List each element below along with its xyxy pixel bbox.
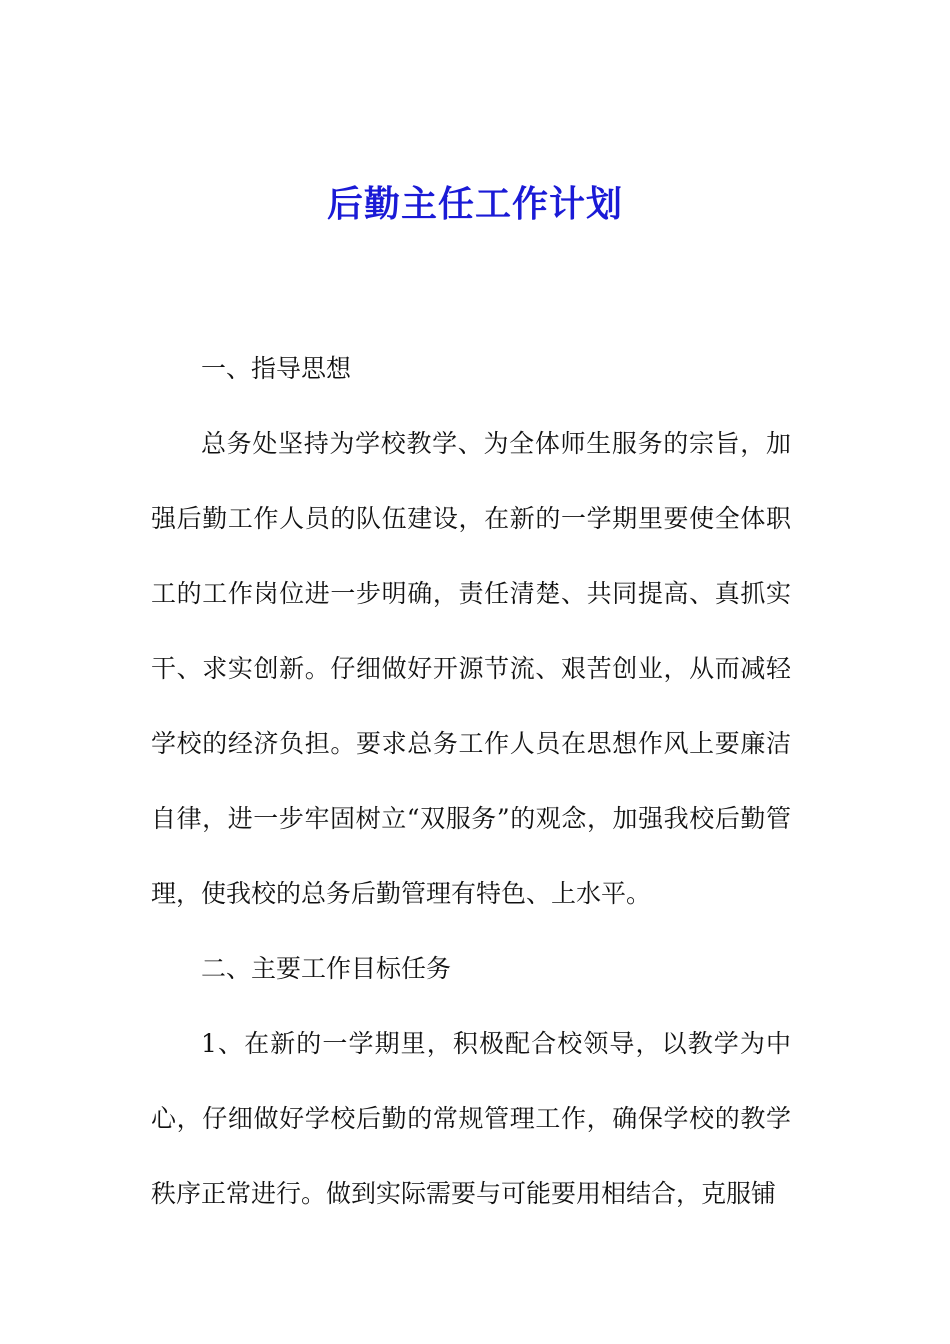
section-heading-guiding-ideology: 一、指导思想 (201, 354, 352, 383)
paragraph-goal-1: 1、在新的一学期里，积极配合校领导，以教学为中心，仔细做好学校后勤的常规管理工作，确保学校的教学秩序正常进行。做到实际需要与可能要用相结合，克服铺 (151, 1029, 791, 1208)
paragraph-guiding-ideology: 总务处坚持为学校教学、为全体师生服务的宗旨，加强后勤工作人员的队伍建设，在新的一学期里要使全体职工的工作岗位进一步明确，责任清楚、共同提高、真抓实干、求实创新。仔细做好开源节流、艰苦创业，从而减轻学校的经济负担。要求总务工作人员在思想作风上要廉洁自律，进一步牢固树立“双服务”的观念，加强我校后勤管理，使我校的总务后勤管理有特色、上水平。 (151, 429, 791, 908)
document-title: 后勤主任工作计划 (326, 183, 623, 225)
section-heading-main-goals: 二、主要工作目标任务 (201, 954, 452, 983)
document-body (151, 331, 791, 1231)
